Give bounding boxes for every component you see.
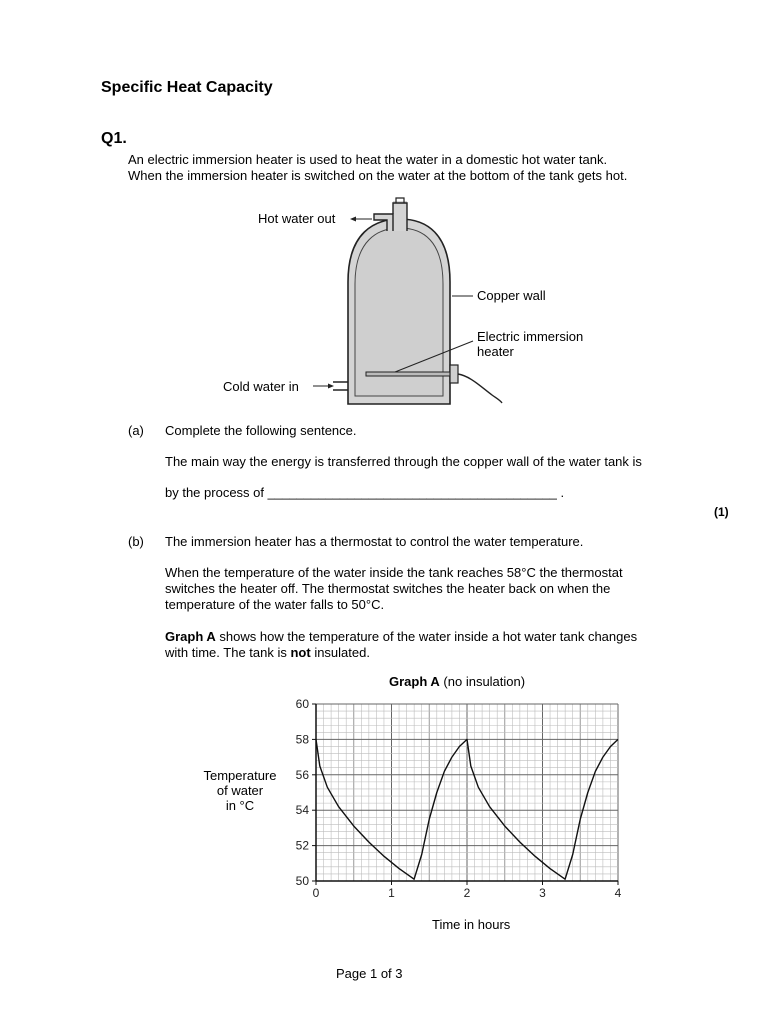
part-b-label: (b): [128, 534, 144, 549]
part-a-label: (a): [128, 423, 144, 438]
chart-title-bold: Graph A: [389, 674, 440, 689]
part-b-para2-line-2: switches the heater off. The thermostat switches the heater back on when the: [165, 581, 611, 596]
y-tick-label: 54: [295, 803, 309, 818]
question-number: Q1.: [101, 130, 127, 147]
x-tick-label: 0: [312, 886, 320, 900]
part-b-para2-line-1: When the temperature of the water inside the tank reaches 58°C the thermostat: [165, 565, 623, 580]
y-tick-label: 52: [295, 838, 309, 853]
x-axis-label: Time in hours: [432, 917, 511, 932]
part-a-marks: (1): [714, 505, 729, 519]
page-footer: Page 1 of 3: [336, 966, 403, 981]
blank-prefix: by the process of: [165, 485, 264, 500]
y-axis-label-2: of water: [216, 783, 264, 798]
label-copper-wall: Copper wall: [477, 288, 546, 303]
para3-text-2: with time. The tank is: [165, 645, 291, 660]
x-tick-label: 3: [539, 886, 546, 900]
graph-a-reference: Graph A: [165, 629, 216, 644]
intro-line-2: When the immersion heater is switched on the water at the bottom of the tank gets hot.: [128, 168, 628, 183]
x-tick-label: 1: [388, 886, 395, 900]
emphasis-not: not: [290, 645, 311, 660]
part-a-sentence: The main way the energy is transferred through the copper wall of the water tank is: [165, 454, 642, 469]
y-axis-label-3: in °C: [225, 798, 255, 813]
x-tick-label: 2: [463, 886, 471, 900]
label-heater-line-1: Electric immersion: [477, 329, 584, 344]
label-heater-line-2: heater: [477, 344, 514, 359]
chart-title-rest: (no insulation): [439, 674, 526, 689]
part-a-instruction: Complete the following sentence.: [165, 423, 357, 438]
y-tick-label: 60: [295, 697, 309, 711]
page-title: Specific Heat Capacity: [101, 79, 273, 96]
part-b-para2-line-3: temperature of the water falls to 50°C.: [165, 597, 385, 612]
x-tick-label: 4: [614, 886, 622, 900]
label-cold-water-in: Cold water in: [223, 379, 299, 394]
part-b-line-1: The immersion heater has a thermostat to control the water temperature.: [165, 534, 584, 549]
para3-text-1: shows how the temperature of the water inside a hot water tank changes: [215, 629, 638, 644]
para3-text-3: insulated.: [310, 645, 370, 660]
blank-end: .: [560, 485, 565, 500]
y-tick-label: 50: [295, 874, 309, 888]
answer-blank[interactable]: ________________________________________: [267, 485, 557, 500]
intro-line-1: An electric immersion heater is used to heat the water in a domestic hot water tank.: [128, 152, 608, 167]
label-hot-water-out: Hot water out: [258, 211, 336, 226]
y-axis-label-1: Temperature: [203, 768, 277, 783]
y-tick-label: 58: [295, 732, 309, 747]
y-tick-label: 56: [295, 767, 309, 782]
